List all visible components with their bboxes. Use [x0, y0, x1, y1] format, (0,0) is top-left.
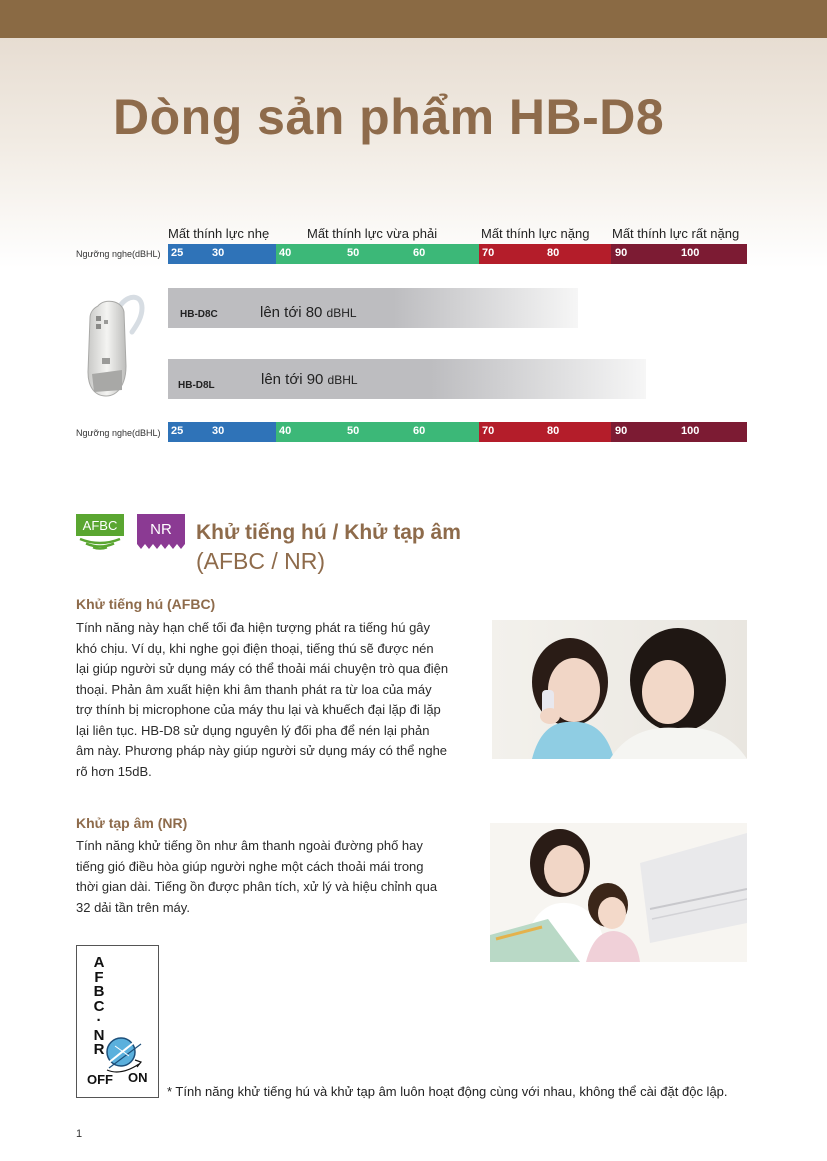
- switch-letter: R: [93, 1041, 105, 1058]
- model-range-hbd8c: [260, 304, 357, 321]
- afbc-heading: Khử tiếng hú (AFBC): [76, 596, 216, 612]
- scale-tick: 80: [547, 247, 560, 259]
- afbc-line: lại giúp người sử dụng máy có thể thoải mái chuyện trò qua điện: [76, 661, 449, 676]
- scale-tick: 100: [681, 247, 700, 259]
- level-severe-label: Mất thính lực nặng: [481, 226, 590, 241]
- nr-line: tiếng gió điều hòa giúp người nghe một cách thoải mái trong: [76, 858, 424, 874]
- afbc-nr-switch-diagram: [76, 945, 159, 1098]
- scale-segment-moderate: [276, 244, 479, 264]
- afbc-badge-icon: [76, 514, 124, 550]
- afbc-line: lại liên tục. HB-D8 sử dụng nguyên lý đối pha để nén lại phản: [76, 722, 430, 738]
- switch-letter: ·: [96, 1012, 102, 1029]
- scale-tick: 25: [171, 247, 184, 259]
- section-subtitle: (AFBC / NR): [196, 548, 326, 574]
- scale-segment-profound: [611, 244, 747, 264]
- scale-tick: 90: [615, 247, 628, 259]
- switch-letter: C: [93, 997, 105, 1015]
- switch-letter: N: [93, 1026, 105, 1044]
- scale-label-top: Ngưỡng nghe(dBHL): [76, 249, 161, 259]
- model-name-hbd8l: HB-D8L: [178, 380, 215, 391]
- page-number: 1: [76, 1128, 83, 1140]
- top-banner: [0, 0, 827, 38]
- scale-tick: 25: [171, 425, 184, 437]
- model-name-hbd8c: HB-D8C: [180, 309, 218, 320]
- afbc-badge-text: AFBC: [82, 518, 118, 533]
- afbc-line: rõ hơn 15dB.: [76, 763, 152, 779]
- model-range-bar-hbd8l: [168, 359, 646, 399]
- afbc-line: âm này. Phương pháp này giúp người sử dụng máy có thể nghe: [76, 743, 448, 758]
- scale-tick: 90: [615, 425, 628, 437]
- switch-letter: B: [93, 983, 105, 1000]
- afbc-line: trợ thính bị microphone của máy thu lại và khuếch đại lặp đi lặp: [76, 702, 441, 717]
- hearing-scale-bottom: [168, 422, 747, 442]
- switch-off-label: OFF: [87, 1072, 113, 1087]
- scale-tick: 50: [347, 247, 360, 259]
- scale-label-bottom: Ngưỡng nghe(dBHL): [76, 428, 161, 438]
- nr-line: thời gian dài. Tiếng ồn được phân tích, xử lý và hiệu chỉnh qua: [76, 879, 438, 894]
- scale-segment-mild: [168, 244, 276, 264]
- scale-tick: 80: [547, 425, 560, 437]
- nr-line: Tính năng khử tiếng ồn như âm thanh ngoài đường phố hay: [76, 838, 423, 853]
- model-range-hbd8l: [261, 371, 358, 388]
- model-range-text: lên tới 90: [261, 371, 324, 388]
- level-moderate-label: Mất thính lực vừa phải: [307, 226, 438, 241]
- nr-badge-text: NR: [150, 521, 172, 538]
- level-profound-label: Mất thính lực rất nặng: [612, 226, 740, 241]
- model-range-text: lên tới 80: [260, 304, 323, 321]
- scale-segment-mild: [168, 422, 276, 442]
- switch-on-label: ON: [128, 1070, 148, 1085]
- women-phone-photo: [492, 620, 747, 759]
- model-range-unit: dBHL: [327, 373, 358, 387]
- nr-line: 32 dải tần trên máy.: [76, 899, 190, 915]
- switch-letter: A: [93, 954, 105, 971]
- afbc-line: thoại. Phản âm xuất hiện khi âm thanh phát ra từ loa của máy: [76, 681, 432, 697]
- model-range-bar-hbd8c: [168, 288, 578, 328]
- scale-tick: 40: [279, 425, 292, 437]
- scale-tick: 30: [212, 425, 225, 437]
- scale-tick: 40: [279, 247, 292, 259]
- level-mild-label: Mất thính lực nhẹ: [168, 226, 270, 241]
- afbc-paragraph: [76, 618, 476, 782]
- page-title: Dòng sản phẩm HB-D8: [113, 89, 665, 145]
- scale-tick: 60: [413, 425, 426, 437]
- nr-paragraph: [76, 836, 476, 918]
- scale-tick: 50: [347, 425, 360, 437]
- scale-tick: 100: [681, 425, 700, 437]
- nr-heading: Khử tạp âm (NR): [76, 815, 188, 831]
- scale-segment-moderate: [276, 422, 479, 442]
- scale-tick: 70: [482, 425, 495, 437]
- hearing-aid-image: [78, 292, 150, 402]
- switch-letter: F: [94, 968, 104, 986]
- footnote: * Tính năng khử tiếng hú và khử tạp âm luôn hoạt động cùng với nhau, không thể cài đặt độc lập.: [167, 1084, 728, 1099]
- scale-tick: 60: [413, 247, 426, 259]
- afbc-line: khó chịu. Ví dụ, khi nghe gọi điện thoại, tiếng thú sẽ được nén: [76, 640, 434, 656]
- nr-badge-icon: [137, 514, 185, 550]
- section-title: Khử tiếng hú / Khử tạp âm: [196, 521, 461, 544]
- scale-tick: 70: [482, 247, 495, 259]
- scale-segment-profound: [611, 422, 747, 442]
- model-range-unit: dBHL: [326, 306, 357, 320]
- scale-tick: 30: [212, 247, 225, 259]
- mother-child-photo: [490, 823, 747, 962]
- afbc-line: Tính năng này hạn chế tối đa hiện tượng phát ra tiếng hú gây: [76, 620, 431, 635]
- scale-segment-severe: [479, 422, 611, 442]
- hearing-scale-top: [168, 244, 747, 264]
- scale-segment-severe: [479, 244, 611, 264]
